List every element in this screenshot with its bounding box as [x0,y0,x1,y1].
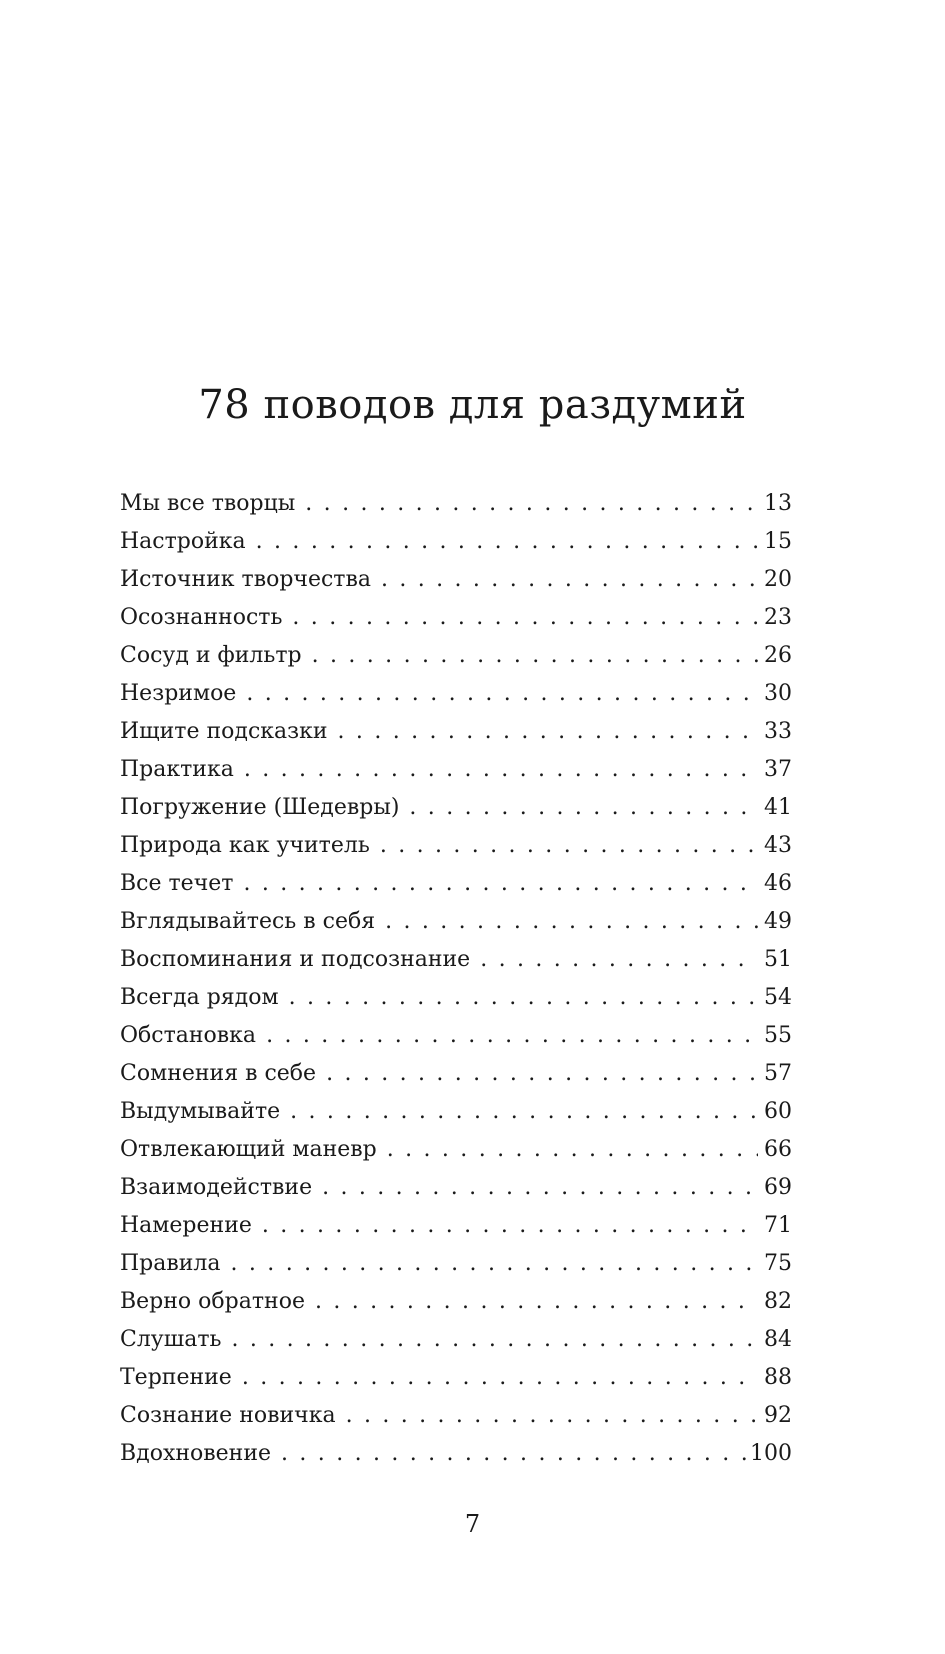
toc-dot-leader [244,751,758,789]
toc-dot-leader [246,675,758,713]
toc-entry-label: Всегда рядом [120,985,279,1010]
toc-entry-label: Отвлекающий маневр [120,1137,377,1162]
toc-dot-leader [242,1359,758,1397]
toc-entry-label: Природа как учитель [120,833,370,858]
toc-dot-leader [231,1245,758,1283]
toc-entry-label: Воспоминания и подсознание [120,947,471,972]
toc-entry-page: 57 [764,1061,792,1086]
toc-dot-leader [381,561,758,599]
toc-entry-page: 15 [764,529,792,554]
toc-entry-page: 55 [764,1023,792,1048]
toc-entry-page: 13 [764,491,792,516]
toc-entry-label: Сосуд и фильтр [120,643,302,668]
toc-dot-leader [266,1017,758,1055]
toc-entry-page: 20 [764,567,792,592]
toc-dot-leader [262,1207,758,1245]
toc-entry[interactable] [120,751,792,789]
toc-entry[interactable] [120,1435,792,1473]
toc-entry-page: 46 [764,871,792,896]
toc-dot-leader [380,827,758,865]
toc-entry-page: 37 [764,757,792,782]
toc-entry-label: Правила [120,1251,221,1276]
toc-entry-page: 30 [764,681,792,706]
toc-entry-page: 69 [764,1175,792,1200]
toc-entry[interactable] [120,903,792,941]
toc-entry-page: 23 [764,605,792,630]
toc-entry-label: Обстановка [120,1023,257,1048]
toc-entry-label: Погружение (Шедевры) [120,795,400,820]
toc-dot-leader [281,1435,750,1473]
toc-entry-page: 41 [764,795,792,820]
toc-dot-leader [326,1055,758,1093]
toc-entry[interactable] [120,523,792,561]
toc-entry-label: Верно обратное [120,1289,305,1314]
toc-entry[interactable] [120,1093,792,1131]
toc-entry-page: 100 [750,1441,792,1466]
toc-entry-label: Взаимодействие [120,1175,313,1200]
toc-entry-label: Намерение [120,1213,252,1238]
toc-entry[interactable] [120,941,792,979]
toc-dot-leader [315,1283,758,1321]
toc-dot-leader [312,637,758,675]
toc-entry[interactable] [120,1245,792,1283]
toc-dot-leader [256,523,758,561]
toc-entry-label: Терпение [120,1365,232,1390]
toc-entry[interactable] [120,789,792,827]
toc-entry-page: 92 [764,1403,792,1428]
toc-entry[interactable] [120,713,792,751]
toc-entry-label: Настройка [120,529,246,554]
toc-entry[interactable] [120,979,792,1017]
toc-entry-page: 60 [764,1099,792,1124]
toc-entry-page: 82 [764,1289,792,1314]
toc-entry-label: Источник творчества [120,567,371,592]
toc-entry-page: 88 [764,1365,792,1390]
toc-entry-page: 75 [764,1251,792,1276]
toc-entry[interactable] [120,1359,792,1397]
toc-dot-leader [387,1131,758,1169]
toc-entry[interactable] [120,561,792,599]
toc-entry-page: 26 [764,643,792,668]
toc-entry-label: Вглядывайтесь в себя [120,909,376,934]
toc-dot-leader [289,979,758,1017]
toc-entry-label: Сознание новичка [120,1403,336,1428]
toc-entry[interactable] [120,1397,792,1435]
toc-entry[interactable] [120,1131,792,1169]
toc-entry[interactable] [120,485,792,523]
toc-entry[interactable] [120,865,792,903]
toc-entry-page: 33 [764,719,792,744]
toc-entry-label: Сомнения в себе [120,1061,317,1086]
toc-entry[interactable] [120,1283,792,1321]
toc-entry[interactable] [120,637,792,675]
toc-entry-page: 49 [764,909,792,934]
toc-dot-leader [385,903,758,941]
toc-dot-leader [346,1397,758,1435]
toc-dot-leader [292,599,758,637]
toc-dot-leader [231,1321,758,1359]
toc-entry-label: Незримое [120,681,237,706]
toc-entry[interactable] [120,1055,792,1093]
table-of-contents [120,485,792,1473]
toc-entry[interactable] [120,599,792,637]
toc-entry-page: 43 [764,833,792,858]
toc-entry[interactable] [120,827,792,865]
toc-dot-leader [322,1169,758,1207]
toc-entry-label: Практика [120,757,234,782]
toc-dot-leader [338,713,758,751]
toc-entry-label: Слушать [120,1327,222,1352]
toc-entry-page: 66 [764,1137,792,1162]
toc-entry-page: 71 [764,1213,792,1238]
toc-entry-page: 51 [764,947,792,972]
toc-entry[interactable] [120,675,792,713]
page-number: 7 [464,1510,481,1538]
toc-entry-label: Все течет [120,871,234,896]
toc-dot-leader [243,865,758,903]
toc-entry[interactable] [120,1169,792,1207]
toc-entry-label: Осознанность [120,605,283,630]
toc-entry-label: Вдохновение [120,1441,272,1466]
toc-dot-leader [305,485,758,523]
toc-dot-leader [409,789,758,827]
toc-dot-leader [290,1093,758,1131]
toc-entry-page: 84 [764,1327,792,1352]
toc-entry-label: Выдумывайте [120,1099,281,1124]
toc-entry-label: Мы все творцы [120,491,296,516]
toc-entry[interactable] [120,1321,792,1359]
toc-entry-page: 54 [764,985,792,1010]
toc-entry[interactable] [120,1207,792,1245]
page-title: 78 поводов для раздумий [198,382,747,428]
toc-entry[interactable] [120,1017,792,1055]
toc-entry-label: Ищите подсказки [120,719,328,744]
toc-dot-leader [480,941,758,979]
